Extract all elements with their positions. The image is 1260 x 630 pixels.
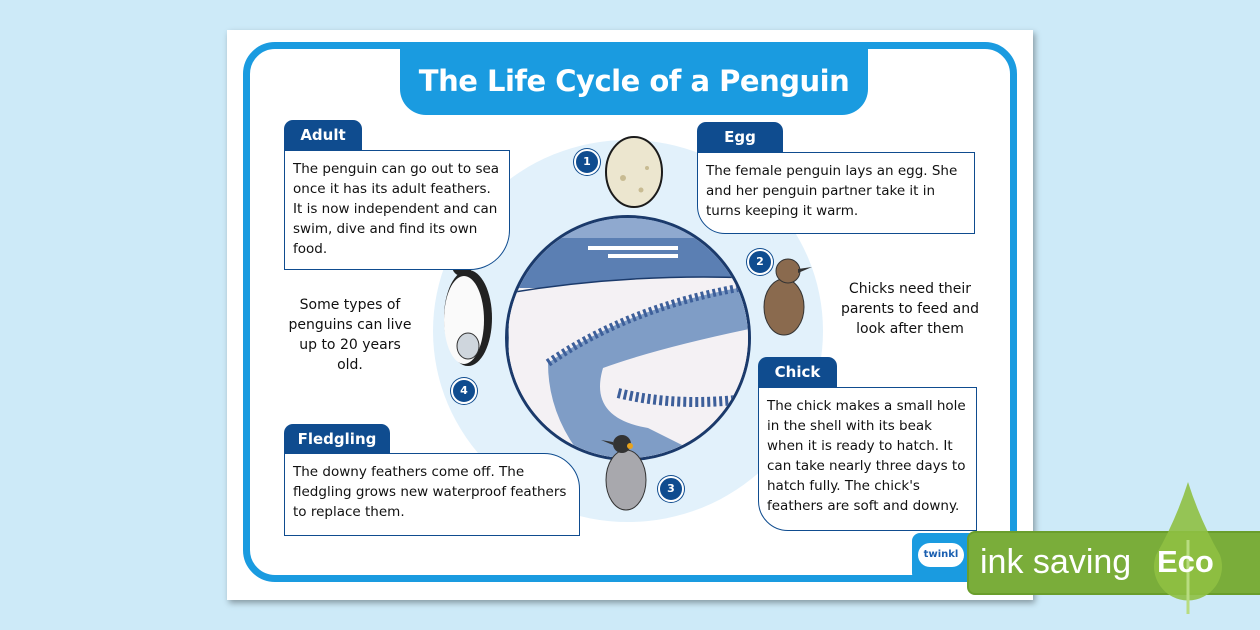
lifespan-note: Some types of penguins can live up to 20 years old. [288,297,412,373]
stage-text-chick: The chick makes a small hole in the shell with its beak when it is ready to hatch. It can take nearly three days to hatch fully. The chick's feathers are soft and downy. [758,387,977,531]
stage-label-egg: Egg [697,122,783,152]
page-title: The Life Cycle of a Penguin [400,47,868,115]
stage-text-fledgling: The downy feathers come off. The fledgling grows new waterproof feathers to replace them. [284,453,580,536]
twinkl-logo: twinkl [912,533,974,581]
ink-saving-label: ink saving [980,543,1132,581]
stage-number-1: 1 [574,149,600,175]
stage-text-egg: The female penguin lays an egg. She and her penguin partner take it in turns keeping it warm. [697,152,975,234]
antarctic-scene-illustration [505,215,751,461]
stage-label-adult: Adult [284,120,362,150]
chicks-note: Chicks need their parents to feed and look after them [841,281,979,337]
stage-label-fledgling: Fledgling [284,424,390,454]
egg-illustration [603,128,665,208]
stage-number-2: 2 [747,249,773,275]
stage-number-4: 4 [451,378,477,404]
stage-number-3: 3 [658,476,684,502]
eco-label: Eco [1157,544,1214,579]
fledgling-illustration [598,432,652,514]
stage-text-adult: The penguin can go out to sea once it has its adult feathers. It is now independent and can swim, dive and find its own food. [284,150,510,270]
stage-label-chick: Chick [758,357,837,387]
